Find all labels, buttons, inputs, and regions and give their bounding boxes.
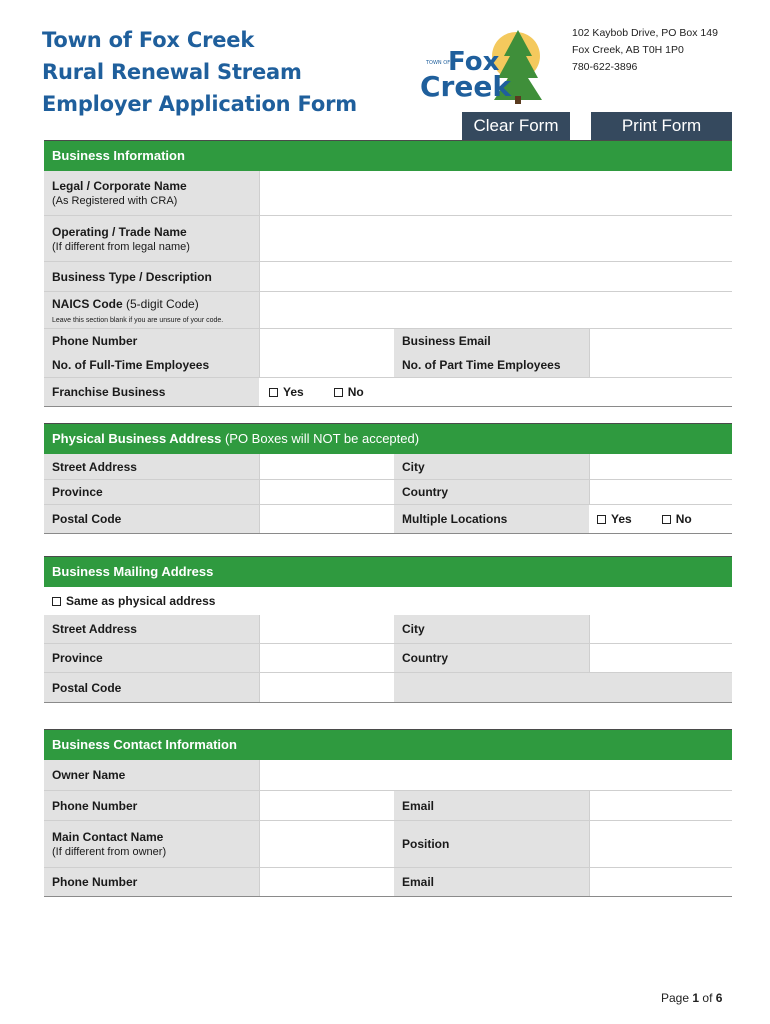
owner-email-label: Email: [394, 791, 589, 820]
city-field[interactable]: [589, 454, 732, 479]
contact-information-section: [44, 729, 732, 897]
business-email-field[interactable]: [589, 329, 732, 353]
position-label: Position: [394, 821, 589, 867]
legal-name-label: Legal / Corporate Name (As Registered with CRA): [44, 171, 259, 215]
town-address: [572, 25, 718, 76]
business-information-section: [44, 140, 732, 407]
owner-email-field[interactable]: [589, 791, 732, 820]
province-field[interactable]: [259, 480, 394, 504]
section-heading: Business Mailing Address: [44, 556, 732, 587]
city-label: City: [394, 454, 589, 479]
mailing-province-field[interactable]: [259, 644, 394, 672]
same-as-physical-option[interactable]: Same as physical address: [44, 587, 215, 615]
franchise-yes-option[interactable]: Yes: [269, 385, 304, 399]
business-email-label: Business Email: [394, 329, 589, 353]
position-field[interactable]: [589, 821, 732, 867]
main-contact-field[interactable]: [259, 821, 394, 867]
country-field[interactable]: [589, 480, 732, 504]
section-heading: Physical Business Address (PO Boxes will NOT be accepted): [44, 423, 732, 454]
multiple-locations-options: [589, 505, 732, 533]
street-address-field[interactable]: [259, 454, 394, 479]
franchise-business-label: Franchise Business: [44, 378, 259, 406]
franchise-options: [259, 378, 732, 406]
page-indicator: Page 1 of 6: [661, 991, 723, 1005]
contact-email-field[interactable]: [589, 868, 732, 896]
contact-phone-field[interactable]: [259, 868, 394, 896]
physical-address-section: [44, 423, 732, 534]
title-line-1: Town of Fox Creek: [42, 28, 255, 52]
logo-word-fox: Fox: [448, 47, 500, 77]
full-time-employees-label: No. of Full-Time Employees: [44, 353, 259, 377]
province-label: Province: [44, 480, 259, 504]
contact-email-label: Email: [394, 868, 589, 896]
mailing-country-field[interactable]: [589, 644, 732, 672]
logo-word-creek: Creek: [420, 70, 511, 103]
multiple-locations-label: Multiple Locations: [394, 505, 589, 533]
franchise-no-option[interactable]: No: [334, 385, 364, 399]
mailing-province-label: Province: [44, 644, 259, 672]
address-line-3: 780-622-3896: [572, 61, 638, 73]
naics-field[interactable]: [259, 292, 732, 328]
business-type-field[interactable]: [259, 262, 732, 291]
mailing-city-field[interactable]: [589, 615, 732, 643]
part-time-employees-label: No. of Part Time Employees: [394, 353, 589, 377]
address-line-1: 102 Kaybob Drive, PO Box 149: [572, 27, 718, 39]
section-heading: Business Contact Information: [44, 729, 732, 760]
street-address-label: Street Address: [44, 454, 259, 479]
postal-code-label: Postal Code: [44, 505, 259, 533]
print-form-button[interactable]: Print Form: [591, 112, 732, 140]
owner-name-field[interactable]: [259, 760, 732, 790]
mailing-postal-filler: [394, 673, 732, 702]
clear-form-button[interactable]: Clear Form: [462, 112, 570, 140]
mailing-postal-field[interactable]: [259, 673, 394, 702]
checkbox-icon[interactable]: [334, 388, 343, 397]
address-line-2: Fox Creek, AB T0H 1P0: [572, 44, 684, 56]
form-title: [42, 24, 357, 120]
main-contact-label: Main Contact Name (If different from owner): [44, 821, 259, 867]
phone-number-label: Phone Number: [44, 329, 259, 353]
checkbox-icon[interactable]: [597, 515, 606, 524]
legal-name-field[interactable]: [259, 171, 732, 215]
fox-creek-logo: [418, 26, 558, 106]
mailing-postal-label: Postal Code: [44, 673, 259, 702]
naics-label: NAICS Code (5-digit Code) Leave this section blank if you are unsure of your code.: [44, 292, 259, 328]
owner-phone-field[interactable]: [259, 791, 394, 820]
checkbox-icon[interactable]: [269, 388, 278, 397]
checkbox-icon[interactable]: [662, 515, 671, 524]
mailing-city-label: City: [394, 615, 589, 643]
part-time-employees-field[interactable]: [589, 353, 732, 377]
title-line-3: Employer Application Form: [42, 92, 357, 116]
checkbox-icon[interactable]: [52, 597, 61, 606]
logo-tag: TOWN OF: [426, 60, 451, 66]
country-label: Country: [394, 480, 589, 504]
multiple-yes-option[interactable]: Yes: [597, 512, 632, 526]
trade-name-field[interactable]: [259, 216, 732, 261]
title-line-2: Rural Renewal Stream: [42, 60, 302, 84]
multiple-no-option[interactable]: No: [662, 512, 692, 526]
business-type-label: Business Type / Description: [44, 262, 259, 291]
mailing-country-label: Country: [394, 644, 589, 672]
postal-code-field[interactable]: [259, 505, 394, 533]
mailing-street-label: Street Address: [44, 615, 259, 643]
contact-phone-label: Phone Number: [44, 868, 259, 896]
phone-number-field[interactable]: [259, 329, 394, 353]
full-time-employees-field[interactable]: [259, 353, 394, 377]
owner-phone-label: Phone Number: [44, 791, 259, 820]
owner-name-label: Owner Name: [44, 760, 259, 790]
mailing-street-field[interactable]: [259, 615, 394, 643]
mailing-address-section: [44, 556, 732, 703]
section-heading: Business Information: [44, 140, 732, 171]
trade-name-label: Operating / Trade Name (If different from legal name): [44, 216, 259, 261]
